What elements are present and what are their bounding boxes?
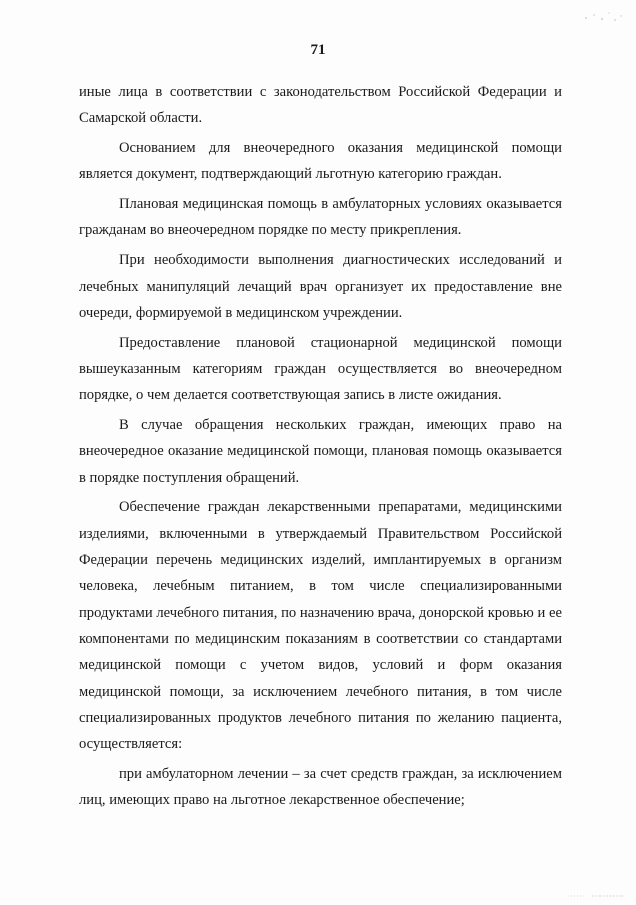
paragraph: при амбулаторном лечении – за счет средств граждан, за исключением лиц, имеющих право на льготное лекарственное обеспечение;: [79, 765, 562, 809]
paragraph: Обеспечение граждан лекарственными препаратами, медицинскими изделиями, включенными в утверждаемый Правительством Российской Федерации перечень медицинских изделий, имплантируемых в организм человека, лечебным питанием, в том числе специализированными продуктами лечебного питания, по назначению врача, донорской кровью и ее компонентами по медицинским показаниям в соответствии со стандартами медицинской помощи с учетом видов, условий и форм оказания медицинской помощи, за исключением лечебного питания, в том числе специализированных продуктов лечебного питания по желанию пациента, осуществляется:: [79, 499, 562, 753]
paragraph: иные лица в соответствии с законодательством Российской Федерации и Самарской области.: [79, 84, 562, 127]
scan-artifact-bottom: [566, 893, 626, 899]
paragraph: В случае обращения нескольких граждан, имеющих право на внеочередное оказание медицинской помощи, плановая помощь оказывается в порядке поступления обращений.: [79, 417, 562, 486]
page-number: 71: [310, 42, 326, 58]
scan-artifact: [580, 6, 628, 24]
paragraph: Основанием для внеочередного оказания медицинской помощи является документ, подтверждающий льготную категорию граждан.: [79, 140, 562, 183]
paragraph: При необходимости выполнения диагностических исследований и лечебных манипуляций лечащий врач организует их предоставление вне очереди, формируемой в медицинском учреждении.: [79, 252, 562, 321]
document-body: [79, 79, 562, 817]
paragraph: Предоставление плановой стационарной медицинской помощи вышеуказанным категориям граждан осуществляется во внеочередном порядке, о чем делается соответствующая запись в листе ожидания.: [79, 334, 562, 404]
paragraph: Плановая медицинская помощь в амбулаторных условиях оказывается гражданам во внеочередном порядке по месту прикрепления.: [79, 196, 562, 239]
